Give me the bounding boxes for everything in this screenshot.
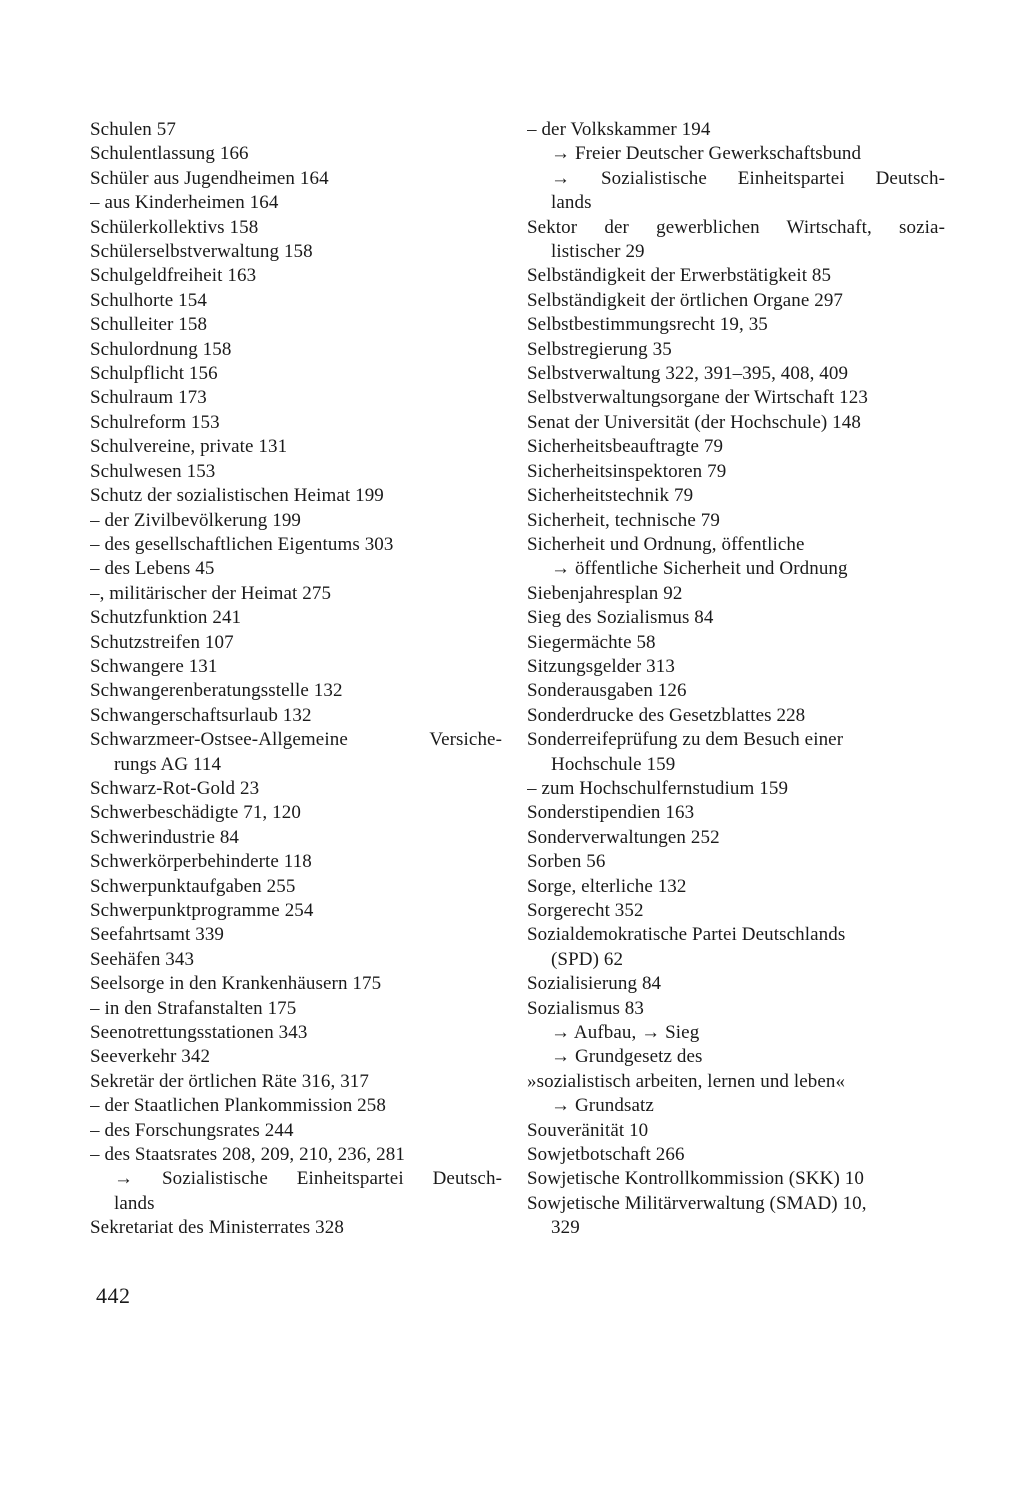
index-entry: – der Volkskammer 194 <box>527 119 711 140</box>
index-entry: Sitzungsgelder 313 <box>527 655 675 677</box>
index-entry: Schwerpunktprogramme 254 <box>90 900 314 921</box>
index-entry: → Sozialistische Einheitspartei Deutsch- <box>551 167 945 189</box>
index-entry: Sicherheitsbeauftragte 79 <box>527 436 724 458</box>
index-entry: Schulraum 173 <box>90 387 207 409</box>
index-entry: – der Zivilbevölkerung 199 <box>90 509 302 531</box>
index-entry: Sowjetische Kontrollkommission (SKK) 10 <box>527 1168 864 1190</box>
index-entry: Schwarzmeer-Ostsee-Allgemeine Versiche- <box>90 729 502 751</box>
index-entry: – des Lebens 45 <box>90 558 215 580</box>
index-entry: Sonderausgaben 126 <box>527 680 687 702</box>
index-entry: Sozialismus 83 <box>527 997 644 1019</box>
index-entry: Selbstregierung 35 <box>527 338 672 360</box>
index-entry: Selbstverwaltung 322, 391–395, 408, 409 <box>527 363 849 385</box>
index-entry: listischer 29 <box>551 241 645 263</box>
index-entry: Schulpflicht 156 <box>90 363 218 385</box>
index-entry: Senat der Universität (der Hochschule) 148 <box>527 411 861 433</box>
index-entry: Selbständigkeit der Erwerbstätigkeit 85 <box>527 265 832 287</box>
index-entry: – des Forschungsrates 244 <box>90 1119 294 1141</box>
index-entry: Schulleiter 158 <box>90 314 208 336</box>
index-entry: Sekretariat des Ministerrates 328 <box>90 1217 344 1239</box>
index-entry: Schulreform 153 <box>90 411 220 433</box>
index-entry: Schülerkollektivs 158 <box>90 216 259 238</box>
index-entry: → öffentliche Sicherheit und Ordnung <box>551 558 848 580</box>
index-entry: Schwangerenberatungsstelle 132 <box>90 680 343 702</box>
index-entry: Sozialisierung 84 <box>527 973 662 995</box>
index-entry: (SPD) 62 <box>551 948 624 970</box>
index-entry: Seehäfen 343 <box>90 948 195 970</box>
index-entry: → Freier Deutscher Gewerkschaftsbund <box>551 143 862 165</box>
index-entry: → Grundsatz <box>551 1095 654 1117</box>
index-entry: Sozialdemokratische Partei Deutschlands <box>527 924 846 946</box>
index-entry: Schüler aus Jugendheimen 164 <box>90 167 329 189</box>
index-entry: lands <box>114 1192 155 1214</box>
index-entry: Selbstverwaltungsorgane der Wirtschaft 123 <box>527 387 868 409</box>
index-entry: Souveränität 10 <box>527 1119 649 1141</box>
index-entry: Seeverkehr 342 <box>90 1046 211 1068</box>
index-entry: Sonderverwaltungen 252 <box>527 826 720 848</box>
index-entry: Selbstbestimmungsrecht 19, 35 <box>527 314 768 336</box>
index-entry: »sozialistisch arbeiten, lernen und leben« <box>527 1070 846 1092</box>
index-entry: – des Staatsrates 208, 209, 210, 236, 281 <box>90 1144 405 1166</box>
index-entry: Sorgerecht 352 <box>527 900 644 921</box>
index-entry: Schutz der sozialistischen Heimat 199 <box>90 485 384 507</box>
index-entry: – zum Hochschulfernstudium 159 <box>527 777 789 799</box>
index-entry: Schutzstreifen 107 <box>90 631 234 653</box>
index-entry: Siebenjahresplan 92 <box>527 582 683 604</box>
index-entry: Schulordnung 158 <box>90 338 232 360</box>
index-entry: Sekretär der örtlichen Räte 316, 317 <box>90 1070 370 1092</box>
index-entry: Schwerkörperbehinderte 118 <box>90 851 312 873</box>
index-entry: 329 <box>551 1217 580 1239</box>
index-entry: Sonderreifeprüfung zu dem Besuch einer <box>527 729 844 751</box>
index-entry: Schwerindustrie 84 <box>90 826 240 848</box>
index-entry: Seelsorge in den Krankenhäusern 175 <box>90 973 382 995</box>
index-entry: lands <box>551 192 592 214</box>
index-entry: Sonderdrucke des Gesetzblattes 228 <box>527 704 806 726</box>
index-entry: Selbständigkeit der örtlichen Organe 297 <box>527 289 844 311</box>
index-column-right <box>527 118 945 1241</box>
index-entry: Hochschule 159 <box>551 753 676 775</box>
index-entry: → Aufbau, → Sieg <box>551 1022 700 1044</box>
index-entry: Schülerselbstverwaltung 158 <box>90 241 313 263</box>
index-entry: Sowjetische Militärverwaltung (SMAD) 10, <box>527 1192 867 1214</box>
index-entry: – des gesellschaftlichen Eigentums 303 <box>90 533 394 555</box>
index-entry: Sonderstipendien 163 <box>527 802 695 824</box>
index-entry: Sicherheit und Ordnung, öffentliche <box>527 533 805 555</box>
index-entry: – aus Kinderheimen 164 <box>90 192 279 214</box>
index-entry: Sicherheitsinspektoren 79 <box>527 460 727 482</box>
index-entry: Seefahrtsamt 339 <box>90 924 225 946</box>
index-entry: Schulvereine, private 131 <box>90 436 288 458</box>
index-entry: – in den Strafanstalten 175 <box>90 997 297 1019</box>
index-entry: Sicherheit, technische 79 <box>527 509 720 531</box>
index-entry: Sicherheitstechnik 79 <box>527 485 694 507</box>
index-entry: → Grundgesetz des <box>551 1046 703 1068</box>
index-entry: Schwerpunktaufgaben 255 <box>90 875 296 897</box>
index-entry: Sieg des Sozialismus 84 <box>527 607 714 629</box>
index-entry: Seenotrettungsstationen 343 <box>90 1022 308 1044</box>
index-entry: Schwangerschaftsurlaub 132 <box>90 704 312 726</box>
index-entry: → Sozialistische Einheitspartei Deutsch- <box>114 1168 502 1190</box>
index-entry: Siegermächte 58 <box>527 631 656 653</box>
index-entry: Sowjetbotschaft 266 <box>527 1144 685 1166</box>
index-entry: rungs AG 114 <box>114 753 222 775</box>
index-entry: Schulhorte 154 <box>90 289 207 311</box>
index-entry: Schwangere 131 <box>90 655 218 677</box>
index-entry: Schwarz-Rot-Gold 23 <box>90 777 260 799</box>
page-number: 442 <box>96 1283 131 1308</box>
index-entry: – der Staatlichen Plankommission 258 <box>90 1095 386 1117</box>
index-entry: –, militärischer der Heimat 275 <box>90 582 332 604</box>
index-entry: Schulentlassung 166 <box>90 143 249 165</box>
index-entry: Schwerbeschädigte 71, 120 <box>90 802 301 824</box>
index-entry: Sorben 56 <box>527 851 606 873</box>
index-entry: Sorge, elterliche 132 <box>527 875 687 897</box>
index-column-left <box>90 118 502 1241</box>
index-entry: Sektor der gewerblichen Wirtschaft, sozia- <box>527 216 945 238</box>
index-entry: Schutzfunktion 241 <box>90 607 242 629</box>
index-entry: Schulwesen 153 <box>90 460 216 482</box>
index-entry: Schulen 57 <box>90 119 176 140</box>
index-entry: Schulgeldfreiheit 163 <box>90 265 257 287</box>
